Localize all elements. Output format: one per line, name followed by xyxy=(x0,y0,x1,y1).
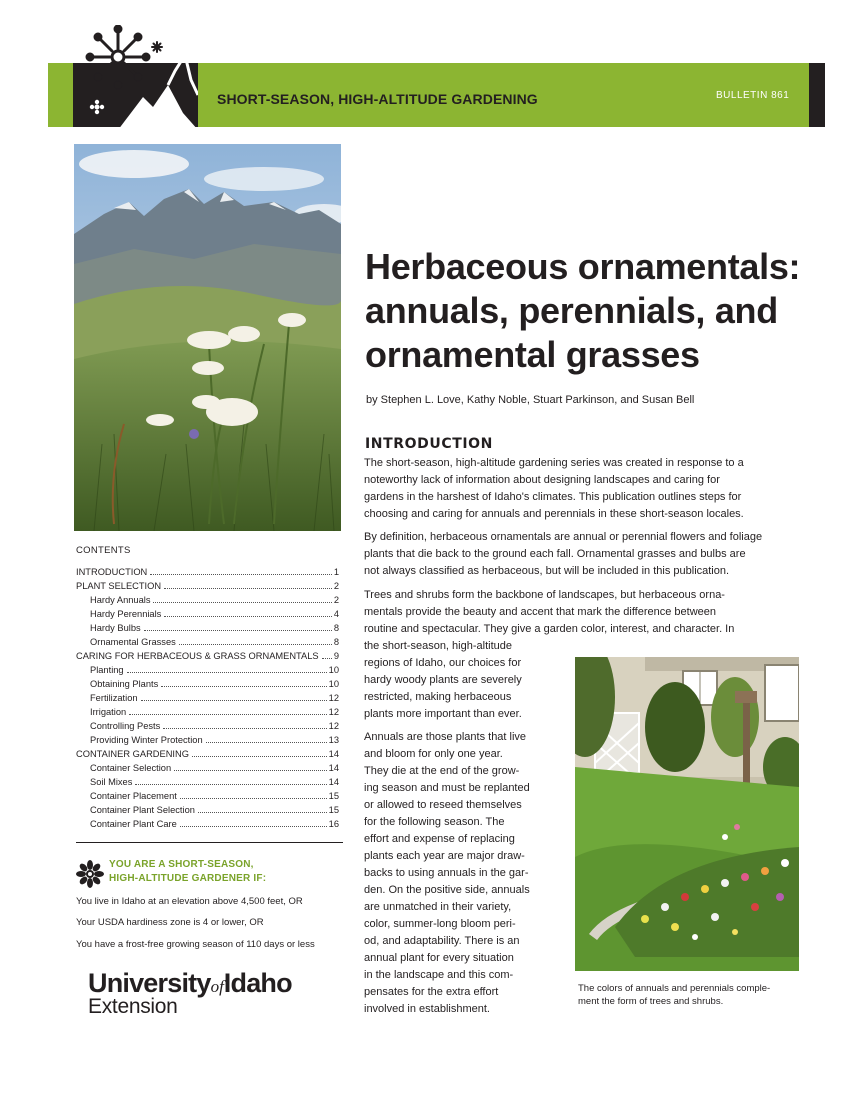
intro-paragraph-1: The short-season, high-altitude gardening series was created in response to a noteworthy lack of information about designing landscapes and caring for gardens in the harshest of Idaho's climates. This publication outlines steps for choosing and caring for annuals and perennials in these short-season locales. xyxy=(364,457,744,520)
toc-entry-label: Hardy Annuals xyxy=(90,595,151,605)
toc-entry-page: 4 xyxy=(333,609,339,619)
toc-entry-page: 2 xyxy=(333,595,339,605)
toc-entry xyxy=(76,565,339,579)
toc-leader-dots xyxy=(192,756,327,757)
toc-leader-dots xyxy=(129,714,326,715)
toc-leader-dots xyxy=(150,574,332,575)
toc-entry-label: Irrigation xyxy=(90,707,127,717)
toc-entry xyxy=(76,635,339,649)
toc-entry xyxy=(76,621,339,635)
toc-entry-label: Planting xyxy=(90,665,124,675)
toc-entry-label: Container Plant Care xyxy=(90,819,177,829)
toc-entry-label: Controlling Pests xyxy=(90,721,161,731)
extension-label: Extension xyxy=(88,995,178,1018)
toc-entry-page: 15 xyxy=(328,805,339,815)
toc-leader-dots xyxy=(180,826,327,827)
toc-leader-dots xyxy=(322,658,332,659)
toc-entry-label: Container Plant Selection xyxy=(90,805,195,815)
intro-paragraph-4: Annuals are those plants that live and bloom for only one year. They die at the end of the grow- ing season and must be replanted or allowed to reseed themselves for the following season. The effort and expense of replacing plants each year are major draw- backs to using annuals in the gar- den. On the positive side, annuals are unmatched in their variety, color, summer-long bloom peri- od, and adaptability. There is an annual plant for every situation in the landscape and this com- pensates for the extra effort involved in establishment. xyxy=(364,731,530,1015)
toc-entry xyxy=(76,719,339,733)
callout-item: You have a frost-free growing season of 110 days or less xyxy=(76,939,315,950)
toc-entry-label: Hardy Perennials xyxy=(90,609,162,619)
toc-entry xyxy=(76,733,339,747)
series-title: SHORT-SEASON, HIGH-ALTITUDE GARDENING xyxy=(217,91,538,107)
toc-leader-dots xyxy=(144,630,332,631)
toc-leader-dots xyxy=(141,700,327,701)
toc-leader-dots xyxy=(153,602,331,603)
toc-entry-label: Fertilization xyxy=(90,693,138,703)
toc-entry xyxy=(76,649,339,663)
toc-entry-label: Container Selection xyxy=(90,763,172,773)
header-right-cap xyxy=(809,63,825,127)
toc-entry-label: CONTAINER GARDENING xyxy=(76,749,189,759)
introduction-heading: INTRODUCTION xyxy=(365,436,493,452)
toc-entry-page: 8 xyxy=(333,623,339,633)
toc-entry-label: CARING FOR HERBACEOUS & GRASS ORNAMENTALS xyxy=(76,651,319,661)
mountain-meadow-photo xyxy=(74,144,341,531)
toc-entry xyxy=(76,663,339,677)
toc-entry-page: 1 xyxy=(333,567,339,577)
snowflake-mountain-logo-icon xyxy=(73,25,198,130)
toc-entry-page: 14 xyxy=(328,763,339,773)
contents-divider xyxy=(76,842,343,843)
toc-leader-dots xyxy=(135,784,326,785)
table-of-contents xyxy=(76,565,339,831)
toc-entry xyxy=(76,747,339,761)
toc-entry-label: Hardy Bulbs xyxy=(90,623,141,633)
toc-entry-page: 13 xyxy=(328,735,339,745)
toc-entry-label: INTRODUCTION xyxy=(76,567,148,577)
callout-item: You live in Idaho at an elevation above 4,500 feet, OR xyxy=(76,896,303,907)
intro-paragraph-3-continued: the short-season, high-altitude regions of Idaho, our choices for hardy woody plants are severely restricted, making herbaceous plants more important than ever. xyxy=(364,640,522,720)
toc-entry-page: 10 xyxy=(328,679,339,689)
toc-entry-page: 2 xyxy=(333,581,339,591)
toc-leader-dots xyxy=(161,686,326,687)
university-name: UniversityofIdaho xyxy=(88,968,292,998)
toc-entry-label: Soil Mixes xyxy=(90,777,133,787)
toc-leader-dots xyxy=(127,672,327,673)
photo-caption: The colors of annuals and perennials comple- ment the form of trees and shrubs. xyxy=(578,983,771,1007)
toc-entry-label: Container Placement xyxy=(90,791,177,801)
toc-leader-dots xyxy=(179,644,332,645)
toc-entry xyxy=(76,677,339,691)
toc-leader-dots xyxy=(164,616,332,617)
toc-entry xyxy=(76,761,339,775)
bulletin-number: BULLETIN 861 xyxy=(716,90,790,101)
toc-entry-label: Providing Winter Protection xyxy=(90,735,203,745)
toc-entry-page: 14 xyxy=(328,777,339,787)
toc-entry-page: 8 xyxy=(333,637,339,647)
toc-entry xyxy=(76,775,339,789)
toc-entry-page: 12 xyxy=(328,707,339,717)
callout-item: Your USDA hardiness zone is 4 or lower, OR xyxy=(76,917,264,928)
toc-entry xyxy=(76,817,339,831)
toc-entry xyxy=(76,607,339,621)
toc-leader-dots xyxy=(206,742,327,743)
toc-entry-page: 9 xyxy=(333,651,339,661)
toc-leader-dots xyxy=(174,770,327,771)
university-of-idaho-extension-logo xyxy=(88,968,348,1023)
toc-entry-page: 15 xyxy=(328,791,339,801)
intro-paragraph-2: By definition, herbaceous ornamentals are annual or perennial flowers and foliage plants that die back to the ground each fall. Ornamental grasses and bulbs are not always classified as herbaceous, but will be included in this publication. xyxy=(364,531,763,577)
toc-entry xyxy=(76,691,339,705)
toc-entry-label: Obtaining Plants xyxy=(90,679,159,689)
author-byline: by Stephen L. Love, Kathy Noble, Stuart Parkinson, and Susan Bell xyxy=(366,394,695,406)
toc-entry-label: Ornamental Grasses xyxy=(90,637,176,647)
flower-icon xyxy=(76,860,104,888)
contents-title: CONTENTS xyxy=(76,545,131,556)
toc-entry xyxy=(76,789,339,803)
toc-entry-label: PLANT SELECTION xyxy=(76,581,162,591)
toc-entry-page: 14 xyxy=(328,749,339,759)
toc-entry-page: 12 xyxy=(328,721,339,731)
toc-entry xyxy=(76,579,339,593)
toc-entry-page: 10 xyxy=(328,665,339,675)
toc-leader-dots xyxy=(180,798,327,799)
page-title: Herbaceous ornamentals: annuals, perennials, and ornamental grasses xyxy=(365,246,801,375)
toc-leader-dots xyxy=(164,588,332,589)
toc-entry-page: 12 xyxy=(328,693,339,703)
toc-leader-dots xyxy=(198,812,327,813)
callout-title: YOU ARE A SHORT-SEASON, HIGH-ALTITUDE GARDENER IF: xyxy=(109,859,267,884)
garden-flowerbed-photo xyxy=(575,657,799,971)
toc-entry-page: 16 xyxy=(328,819,339,829)
toc-entry xyxy=(76,705,339,719)
toc-entry xyxy=(76,593,339,607)
intro-paragraph-3: Trees and shrubs form the backbone of landscapes, but herbaceous orna- mentals provide the beauty and accent that mark the difference between routine and spectacular. They give a garden color, interest, and character. In xyxy=(364,589,735,635)
toc-leader-dots xyxy=(163,728,326,729)
toc-entry xyxy=(76,803,339,817)
